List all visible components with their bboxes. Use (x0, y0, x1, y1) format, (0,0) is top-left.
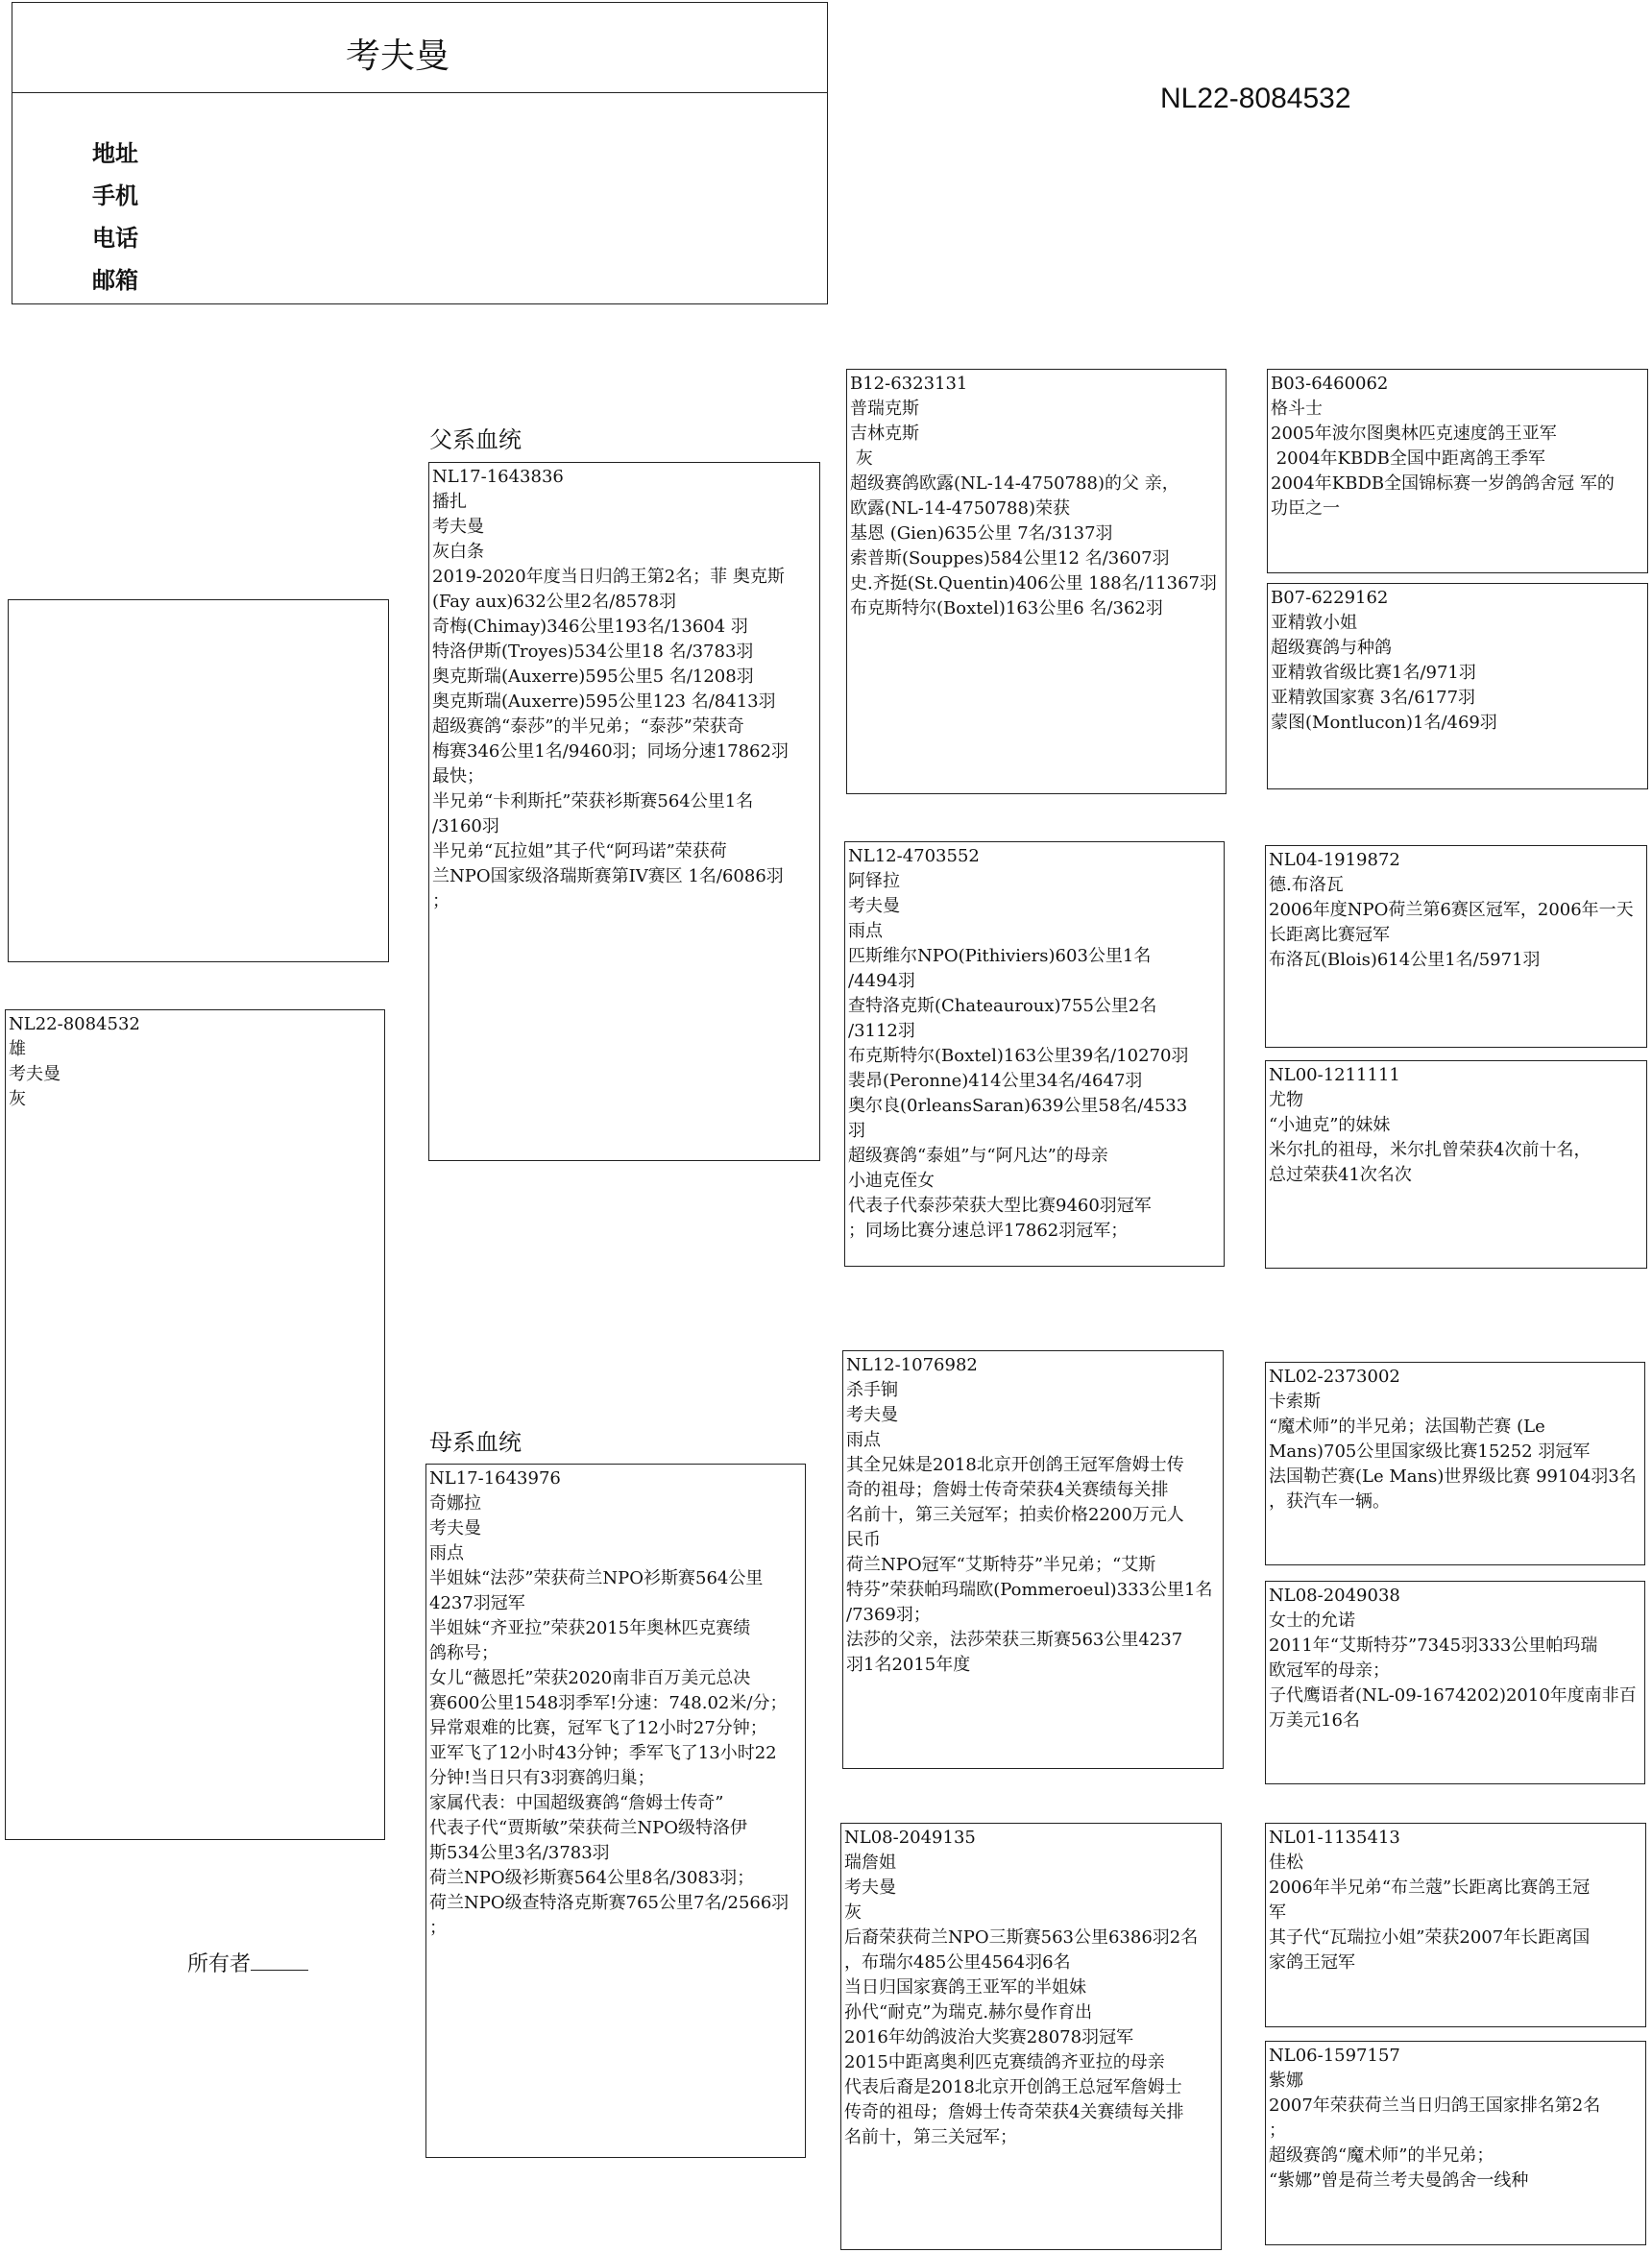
contact-address-label: 地址 (92, 140, 138, 167)
pedigree-line: 考夫曼 (9, 1064, 61, 1084)
pedigree-line: 奇梅(Chimay)346公里193名/13604 羽 (432, 617, 748, 637)
pedigree-line: 亚精敦国家赛 3名/6177羽 (1271, 688, 1476, 708)
ring-number: NL12-4703552 (848, 846, 980, 866)
sire-line-title: 父系血统 (429, 426, 522, 453)
pedigree-line: 孙代“耐克”为瑞克.赫尔曼作育出 (844, 2002, 1093, 2023)
pedigree-line: 格斗士 (1271, 399, 1323, 419)
dam-line-title: 母系血统 (429, 1429, 522, 1456)
pedigree-line: 总过荣获41次名次 (1269, 1165, 1412, 1185)
pedigree-line: 特芬”荣获帕玛瑞欧(Pommeroeul)333公里1名 (846, 1580, 1213, 1600)
pedigree-line: 鸽称号； (429, 1643, 498, 1663)
pedigree-line: 米尔扎的祖母，米尔扎曾荣获4次前十名， (1269, 1140, 1591, 1160)
sire-sire-dam-card (1267, 583, 1648, 789)
pedigree-line: 匹斯维尔NPO(Pithiviers)603公里1名 (848, 946, 1152, 966)
pedigree-line: 荷兰NPO冠军“艾斯特芬”半兄弟；“艾斯 (846, 1555, 1156, 1575)
pedigree-line: 特洛伊斯(Troyes)534公里18 名/3783羽 (432, 642, 754, 662)
pedigree-line: 2005年波尔图奥林匹克速度鸽王亚军 (1271, 424, 1557, 444)
pedigree-line: 灰 (844, 1902, 862, 1923)
ring-number: B07-6229162 (1271, 588, 1389, 608)
pedigree-line: 小迪克侄女 (848, 1171, 935, 1191)
owner-signature-label (187, 1948, 308, 1977)
pedigree-line: 紫娜 (1269, 2071, 1303, 2091)
pedigree-line: 子代鹰语者(NL-09-1674202)2010年度南非百 (1269, 1685, 1637, 1706)
pedigree-line: 奥克斯瑞(Auxerre)595公里123 名/8413羽 (432, 691, 776, 712)
owner-label-text: 所有者 (187, 1952, 252, 1976)
pedigree-line: 法莎的父亲，法莎荣获三斯赛563公里4237 (846, 1630, 1183, 1650)
pedigree-line: 半兄弟“卡利斯托”荣获衫斯赛564公里1名 (432, 791, 754, 812)
pedigree-line: 2006年半兄弟“布兰蔻”长距离比赛鸽王冠 (1269, 1878, 1591, 1898)
pedigree-line: 斯534公里3名/3783羽 (429, 1843, 610, 1863)
pedigree-line: 裴昂(Peronne)414公里34名/4647羽 (848, 1071, 1143, 1091)
pedigree-line: 分钟!当日只有3羽赛鸽归巢； (429, 1768, 655, 1788)
pedigree-line: 亚精敦小姐 (1271, 613, 1357, 633)
pedigree-line: 羽 (848, 1121, 865, 1141)
pedigree-line: 2004年KBDB全国锦标赛一岁鸽鸽舍冠 军的 (1271, 473, 1615, 494)
pedigree-line: 超级赛鸽“魔术师”的半兄弟； (1269, 2145, 1494, 2166)
ring-number: NL02-2373002 (1269, 1367, 1400, 1387)
pedigree-line: 功臣之一 (1271, 498, 1340, 519)
photo-frame (8, 599, 389, 962)
pedigree-line: 播扎 (432, 492, 467, 512)
pedigree-line: 2007年荣获荷兰当日归鸽王国家排名第2名 (1269, 2096, 1601, 2116)
header-divider (12, 92, 828, 93)
pedigree-line: /7369羽； (846, 1605, 931, 1625)
pedigree-line: 当日归国家赛鸽王亚军的半姐妹 (844, 1977, 1086, 1998)
pedigree-line: Mans)705公里国家级比赛15252 羽冠军 (1269, 1441, 1591, 1462)
pedigree-line: 代表后裔是2018北京开创鸽王总冠军詹姆士 (844, 2077, 1182, 2097)
pedigree-line: ，布瑞尔485公里4564羽6名 (844, 1952, 1071, 1973)
pedigree-line: 名前十，第三关冠军； (844, 2127, 1017, 2147)
ring-number: B12-6323131 (850, 374, 968, 394)
dam-dam-sire-card (1265, 1823, 1646, 2027)
ring-number: NL06-1597157 (1269, 2046, 1400, 2066)
ring-number: NL12-1076982 (846, 1355, 978, 1375)
pedigree-line: 雄 (9, 1039, 26, 1059)
pedigree-line: 女儿“薇恩托”荣获2020南非百万美元总决 (429, 1668, 751, 1688)
pedigree-line: 2016年幼鸽波治大奖赛28078羽冠军 (844, 2027, 1134, 2047)
pedigree-line: 半兄弟“瓦拉姐”其子代“阿玛诺”荣获荷 (432, 841, 727, 861)
pedigree-line: 兰NPO国家级洛瑞斯赛第IV赛区 1名/6086羽 (432, 866, 784, 886)
pedigree-line: 蒙图(Montlucon)1名/469羽 (1271, 713, 1497, 733)
pedigree-line: 亚军飞了12小时43分钟；季军飞了13小时22 (429, 1743, 777, 1763)
pedigree-line: 最快； (432, 766, 484, 787)
ring-number: NL01-1135413 (1269, 1828, 1400, 1848)
pedigree-line: 德.布洛瓦 (1269, 875, 1344, 895)
pedigree-line: 其子代“瓦瑞拉小姐”荣获2007年长距离国 (1269, 1927, 1591, 1948)
dam-dam-dam-card (1265, 2041, 1646, 2245)
pedigree-line: ； (432, 891, 449, 911)
pedigree-line: 长距离比赛冠军 (1269, 925, 1390, 945)
pedigree-line: 万美元16名 (1269, 1710, 1360, 1731)
ring-number: NL08-2049038 (1269, 1586, 1400, 1606)
pedigree-line: 普瑞克斯 (850, 399, 919, 419)
pedigree-line: 尤物 (1269, 1090, 1303, 1110)
pedigree-line: 后裔荣获荷兰NPO三斯赛563公里6386羽2名 (844, 1927, 1199, 1948)
pedigree-line: /4494羽 (848, 971, 915, 991)
ring-number: B03-6460062 (1271, 374, 1389, 394)
pedigree-line: 军 (1269, 1902, 1286, 1923)
pedigree-line: 4237羽冠军 (429, 1593, 525, 1613)
pedigree-line: 史.齐挺(St.Quentin)406公里 188名/11367羽 (850, 573, 1217, 594)
pedigree-line: “魔术师”的半兄弟；法国勒芒赛 (Le (1269, 1417, 1545, 1437)
pedigree-line: 瑞詹姐 (844, 1853, 896, 1873)
owner-name-title: 考夫曼 (346, 36, 450, 76)
pedigree-line: 雨点 (846, 1430, 881, 1450)
contact-phone-label: 电话 (92, 225, 138, 252)
pedigree-line: 灰白条 (432, 542, 484, 562)
pedigree-line: 布克斯特尔(Boxtel)163公里39名/10270羽 (848, 1046, 1189, 1066)
dam-card (425, 1464, 806, 2158)
pedigree-line: ； (429, 1918, 447, 1938)
pedigree-line: 考夫曼 (848, 896, 900, 916)
pedigree-line: 赛600公里1548羽季军!分速：748.02米/分； (429, 1693, 788, 1713)
pedigree-line: 超级赛鸽与种鸽 (1271, 638, 1392, 658)
pedigree-line: 民币 (846, 1530, 881, 1550)
pedigree-line: 吉林克斯 (850, 424, 919, 444)
pedigree-line: 超级赛鸽欧露(NL-14-4750788)的父 亲， (850, 473, 1179, 494)
pedigree-line: 羽1名2015年度 (846, 1655, 971, 1675)
pedigree-line: “小迪克”的妹妹 (1269, 1115, 1391, 1135)
pedigree-line: 考夫曼 (432, 517, 484, 537)
ring-number: NL22-8084532 (9, 1014, 140, 1034)
pedigree-line: 卡索斯 (1269, 1392, 1321, 1412)
ring-number: NL00-1211111 (1269, 1065, 1400, 1085)
pedigree-line: 2004年KBDB全国中距离鸽王季军 (1271, 448, 1545, 469)
pedigree-line: 荷兰NPO级衫斯赛564公里8名/3083羽； (429, 1868, 755, 1888)
pedigree-line: 超级赛鸽“泰姐”与“阿凡达”的母亲 (848, 1146, 1108, 1166)
pedigree-line: 灰 (9, 1089, 26, 1109)
dam-sire-dam-card (1265, 1581, 1645, 1784)
pedigree-line: 灰 (850, 448, 873, 469)
pedigree-line: 雨点 (429, 1543, 464, 1563)
pedigree-line: 奇娜拉 (429, 1493, 481, 1514)
pedigree-line: 传奇的祖母；詹姆士传奇荣获4关赛绩每关排 (844, 2102, 1184, 2122)
subject-bird-card (5, 1009, 385, 1840)
sire-dam-sire-card (1265, 845, 1647, 1048)
pedigree-line: 名前十，第三关冠军；拍卖价格2200万元人 (846, 1505, 1184, 1525)
pedigree-line: 梅赛346公里1名/9460羽；同场分速17862羽 (432, 741, 789, 762)
pedigree-line: 荷兰NPO级查特洛克斯赛765公里7名/2566羽 (429, 1893, 790, 1913)
contact-email-label: 邮箱 (92, 267, 138, 294)
pedigree-line: 雨点 (848, 921, 883, 941)
pedigree-line: ； (1269, 2120, 1286, 2141)
pedigree-line: 查特洛克斯(Chateauroux)755公里2名 (848, 996, 1157, 1016)
pedigree-line: 异常艰难的比赛，冠军飞了12小时27分钟； (429, 1718, 767, 1738)
pedigree-line: /3112羽 (848, 1021, 915, 1041)
dam-sire-card (842, 1350, 1224, 1769)
contact-mobile-label: 手机 (92, 182, 138, 209)
owner-signature-blank (251, 1970, 308, 1971)
pedigree-line: 代表子代“贾斯敏”荣获荷兰NPO级特洛伊 (429, 1818, 748, 1838)
pedigree-line: 亚精敦省级比赛1名/971羽 (1271, 663, 1476, 683)
ring-number: NL17-1643976 (429, 1468, 561, 1489)
pedigree-line: 家属代表：中国超级赛鸽“詹姆士传奇” (429, 1793, 724, 1813)
pedigree-line: 家鸽王冠军 (1269, 1952, 1355, 1973)
pedigree-line: 索普斯(Souppes)584公里12 名/3607羽 (850, 548, 1170, 569)
ring-number: NL04-1919872 (1269, 850, 1400, 870)
pedigree-line: 2019-2020年度当日归鸽王第2名；菲 奥克斯 (432, 567, 785, 587)
pedigree-line: 法国勒芒赛(Le Mans)世界级比赛 99104羽3名 (1269, 1466, 1637, 1487)
pedigree-line: 考夫曼 (844, 1878, 896, 1898)
ring-number: NL08-2049135 (844, 1828, 976, 1848)
pedigree-line: 奇的祖母；詹姆士传奇荣获4关赛绩每关排 (846, 1480, 1169, 1500)
pedigree-line: 其全兄妹是2018北京开创鸽王冠军詹姆士传 (846, 1455, 1184, 1475)
pedigree-line: 2015中距离奥利匹克赛绩鸽齐亚拉的母亲 (844, 2052, 1165, 2072)
pedigree-line: 佳松 (1269, 1853, 1303, 1873)
pedigree-line: 阿铎拉 (848, 871, 900, 891)
sire-card (428, 462, 820, 1161)
pedigree-line: 奥克斯瑞(Auxerre)595公里5 名/1208羽 (432, 666, 754, 687)
pedigree-line: 奥尔良(0rleansSaran)639公里58名/4533 (848, 1096, 1188, 1116)
pedigree-line: 考夫曼 (429, 1518, 481, 1538)
pedigree-line: ；同场比赛分速总评17862羽冠军； (848, 1221, 1129, 1241)
pedigree-line: 欧冠军的母亲； (1269, 1660, 1390, 1681)
pedigree-line: /3160羽 (432, 816, 499, 836)
sire-dam-dam-card (1265, 1060, 1647, 1269)
ring-number-header: NL22-8084532 (1160, 83, 1351, 114)
pedigree-line: 2011年“艾斯特芬”7345羽333公里帕玛瑞 (1269, 1635, 1598, 1656)
pedigree-line: 半姐妹“齐亚拉”荣获2015年奥林匹克赛绩 (429, 1618, 751, 1638)
pedigree-line: 杀手锏 (846, 1380, 898, 1400)
pedigree-line: 欧露(NL-14-4750788)荣获 (850, 498, 1070, 519)
pedigree-line: (Fay aux)632公里2名/8578羽 (432, 592, 677, 612)
pedigree-line: 超级赛鸽“泰莎”的半兄弟；“泰莎”荣获奇 (432, 716, 744, 737)
pedigree-line: 布洛瓦(Blois)614公里1名/5971羽 (1269, 950, 1541, 970)
pedigree-line: ，获汽车一辆。 (1269, 1491, 1390, 1512)
pedigree-line: 女士的允诺 (1269, 1611, 1355, 1631)
pedigree-line: “紫娜”曾是荷兰考夫曼鸽舍一线种 (1269, 2170, 1529, 2191)
pedigree-line: 半姐妹“法莎”荣获荷兰NPO衫斯赛564公里 (429, 1568, 764, 1588)
dam-dam-card (840, 1823, 1222, 2250)
sire-sire-card (846, 369, 1227, 794)
ring-number: NL17-1643836 (432, 467, 564, 487)
pedigree-line: 考夫曼 (846, 1405, 898, 1425)
pedigree-line: 基恩 (Gien)635公里 7名/3137羽 (850, 523, 1113, 544)
pedigree-line: 布克斯特尔(Boxtel)163公里6 名/362羽 (850, 598, 1163, 618)
pedigree-line: 2006年度NPO荷兰第6赛区冠军，2006年一天 (1269, 900, 1634, 920)
dam-sire-sire-card (1265, 1362, 1645, 1565)
pedigree-line: 代表子代泰莎荣获大型比赛9460羽冠军 (848, 1196, 1152, 1216)
sire-sire-sire-card (1267, 369, 1648, 573)
sire-dam-card (844, 841, 1225, 1267)
